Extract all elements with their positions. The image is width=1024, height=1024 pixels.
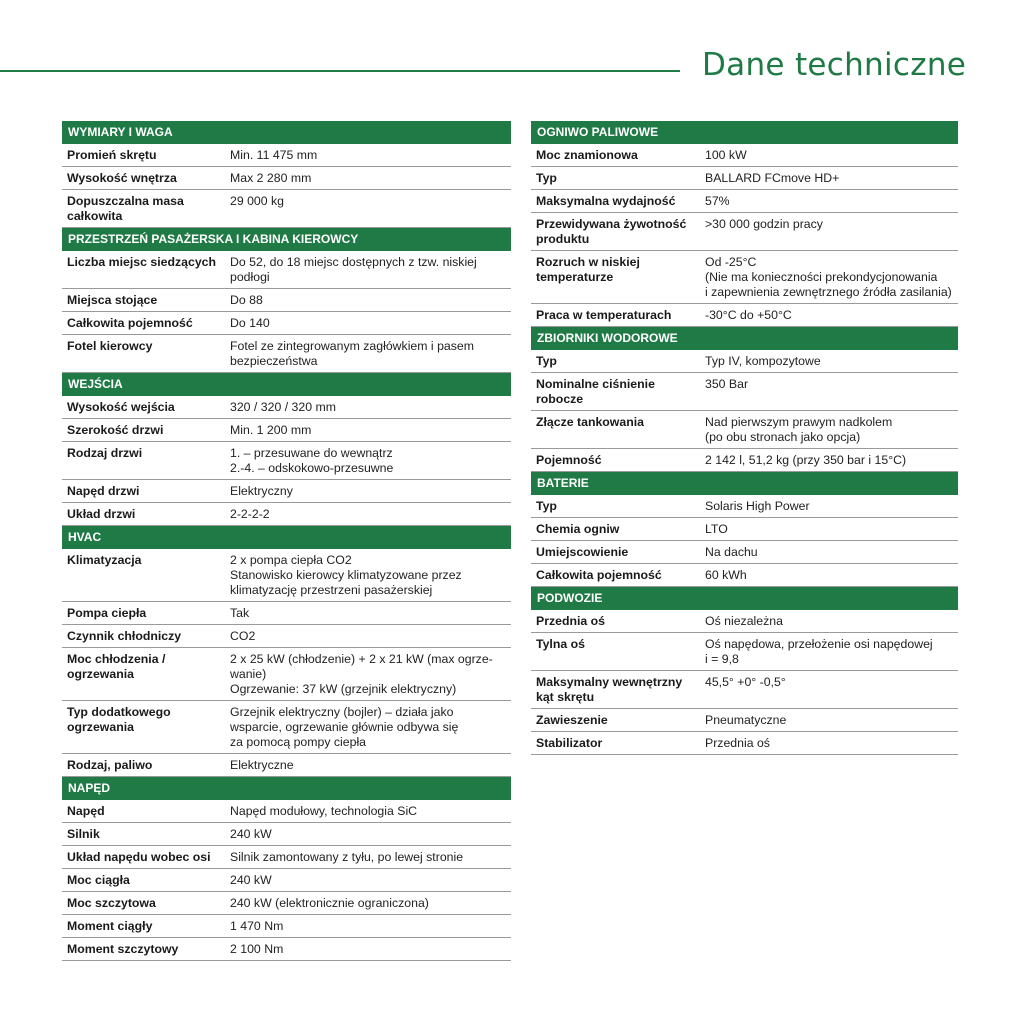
spec-value: Min. 11 475 mm <box>230 148 318 162</box>
section-header: PRZESTRZEŃ PASAŻERSKA I KABINA KIEROWCY <box>62 228 511 251</box>
spec-row <box>531 213 958 251</box>
spec-label: Fotel kierowcy <box>67 339 153 353</box>
spec-row <box>62 869 511 892</box>
spec-value: 1 470 Nm <box>230 919 284 933</box>
spec-value: Min. 1 200 mm <box>230 423 312 437</box>
spec-label: Moc ciągła <box>67 873 130 887</box>
spec-value: Oś napędowa, przełożenie osi napędowej i = 9,8 <box>705 637 933 666</box>
spec-row <box>531 732 958 755</box>
spec-label: Złącze tankowania <box>536 415 644 429</box>
spec-label: Typ <box>536 171 557 185</box>
spec-value: Fotel ze zintegrowanym zagłówkiem i pasem bezpieczeństwa <box>230 339 474 368</box>
spec-value: Typ IV, kompozytowe <box>705 354 821 368</box>
spec-value: Do 140 <box>230 316 270 330</box>
spec-value: Nad pierwszym prawym nadkolem (po obu stronach jako opcja) <box>705 415 893 444</box>
spec-row <box>62 503 511 526</box>
spec-row <box>62 167 511 190</box>
spec-label: Moc szczytowa <box>67 896 156 910</box>
spec-label: Maksymalna wydajność <box>536 194 676 208</box>
spec-label: Układ napędu wobec osi <box>67 850 211 864</box>
right-spec-column <box>531 121 958 755</box>
spec-label: Szerokość drzwi <box>67 423 164 437</box>
spec-row <box>531 671 958 709</box>
spec-label: Moment szczytowy <box>67 942 179 956</box>
spec-label: Napęd <box>67 804 105 818</box>
spec-label: Pojemność <box>536 453 602 467</box>
spec-row <box>62 144 511 167</box>
spec-row <box>62 289 511 312</box>
spec-label: Moc chłodzenia / ogrzewania <box>67 652 166 681</box>
spec-row <box>62 823 511 846</box>
spec-row <box>531 449 958 472</box>
spec-label: Czynnik chłodniczy <box>67 629 182 643</box>
spec-value: Elektryczne <box>230 758 294 772</box>
spec-label: Rodzaj drzwi <box>67 446 143 460</box>
spec-value: 2 100 Nm <box>230 942 284 956</box>
spec-value: 57% <box>705 194 730 208</box>
spec-label: Typ <box>536 354 557 368</box>
spec-label: Silnik <box>67 827 100 841</box>
spec-label: Rozruch w niskiej temperaturze <box>536 255 640 284</box>
spec-row <box>62 549 511 602</box>
spec-row <box>62 648 511 701</box>
spec-value: 45,5° +0° -0,5° <box>705 675 786 689</box>
spec-row <box>531 709 958 732</box>
spec-row <box>531 495 958 518</box>
spec-row <box>62 892 511 915</box>
spec-row <box>531 167 958 190</box>
page-title: Dane techniczne <box>702 47 967 83</box>
left-spec-column <box>62 121 511 961</box>
spec-section-baterie <box>531 472 958 587</box>
spec-label: Maksymalny wewnętrzny kąt skrętu <box>536 675 683 704</box>
spec-label: Rodzaj, paliwo <box>67 758 153 772</box>
spec-row <box>531 541 958 564</box>
spec-value: >30 000 godzin pracy <box>705 217 823 231</box>
spec-value: -30°C do +50°C <box>705 308 792 322</box>
spec-label: Umiejscowienie <box>536 545 629 559</box>
spec-value: 320 / 320 / 320 mm <box>230 400 336 414</box>
spec-value: LTO <box>705 522 728 536</box>
spec-value: 29 000 kg <box>230 194 285 208</box>
spec-value: Solaris High Power <box>705 499 810 513</box>
spec-row <box>62 442 511 480</box>
spec-value: CO2 <box>230 629 256 643</box>
spec-row <box>531 411 958 449</box>
section-header: BATERIE <box>531 472 958 495</box>
spec-label: Promień skrętu <box>67 148 157 162</box>
spec-section-przestrzen-pasazerska-i-kabina-kierowcy <box>62 228 511 373</box>
spec-value: 240 kW <box>230 873 272 887</box>
spec-value: Do 52, do 18 miejsc dostępnych z tzw. niskiej podłogi <box>230 255 477 284</box>
spec-value: BALLARD FCmove HD+ <box>705 171 840 185</box>
spec-label: Stabilizator <box>536 736 603 750</box>
spec-section-podwozie <box>531 587 958 755</box>
spec-value: Napęd modułowy, technologia SiC <box>230 804 418 818</box>
spec-row <box>62 915 511 938</box>
spec-label: Nominalne ciśnienie robocze <box>536 377 655 406</box>
section-header: OGNIWO PALIWOWE <box>531 121 958 144</box>
spec-label: Typ dodatkowego ogrzewania <box>67 705 171 734</box>
spec-row <box>531 633 958 671</box>
spec-label: Przednia oś <box>536 614 606 628</box>
spec-label: Chemia ogniw <box>536 522 620 536</box>
section-header: HVAC <box>62 526 511 549</box>
spec-value: 2 x 25 kW (chłodzenie) + 2 x 21 kW (max ogrze- wanie) Ogrzewanie: 37 kW (grzejnik elektryczny) <box>230 652 493 696</box>
spec-label: Pompa ciepła <box>67 606 147 620</box>
spec-row <box>531 350 958 373</box>
spec-label: Przewidywana żywotność produktu <box>536 217 687 246</box>
spec-row <box>62 701 511 754</box>
section-header: NAPĘD <box>62 777 511 800</box>
spec-row <box>62 846 511 869</box>
spec-row <box>531 251 958 304</box>
spec-value: 2-2-2-2 <box>230 507 270 521</box>
spec-label: Całkowita pojemność <box>536 568 662 582</box>
spec-value: 1. – przesuwane do wewnątrz 2.-4. – odskokowo-przesuwne <box>230 446 394 475</box>
spec-label: Całkowita pojemność <box>67 316 193 330</box>
spec-label: Tylna oś <box>536 637 585 651</box>
spec-section-hvac <box>62 526 511 777</box>
spec-label: Miejsca stojące <box>67 293 158 307</box>
spec-row <box>531 610 958 633</box>
spec-value: Silnik zamontowany z tyłu, po lewej stronie <box>230 850 464 864</box>
spec-value: Elektryczny <box>230 484 293 498</box>
section-header: PODWOZIE <box>531 587 958 610</box>
spec-value: Na dachu <box>705 545 758 559</box>
spec-row <box>62 800 511 823</box>
spec-value: 2 142 l, 51,2 kg (przy 350 bar i 15°C) <box>705 453 907 467</box>
title-divider-line <box>0 70 680 72</box>
spec-label: Typ <box>536 499 557 513</box>
spec-label: Moc znamionowa <box>536 148 638 162</box>
spec-row <box>62 335 511 373</box>
spec-row <box>531 518 958 541</box>
spec-value: Max 2 280 mm <box>230 171 312 185</box>
spec-value: 100 kW <box>705 148 747 162</box>
spec-row <box>62 754 511 777</box>
spec-value: Grzejnik elektryczny (bojler) – działa jako wsparcie, ogrzewanie głównie odbywa się za pomocą pompy ciepła <box>230 705 459 749</box>
spec-value: 350 Bar <box>705 377 749 391</box>
spec-row <box>62 419 511 442</box>
spec-value: 60 kWh <box>705 568 747 582</box>
spec-value: 240 kW <box>230 827 272 841</box>
spec-label: Napęd drzwi <box>67 484 140 498</box>
section-header: WEJŚCIA <box>62 373 511 396</box>
spec-row <box>531 304 958 327</box>
spec-row <box>531 373 958 411</box>
spec-value: Oś niezależna <box>705 614 783 628</box>
spec-row <box>531 190 958 213</box>
spec-value: Przednia oś <box>705 736 770 750</box>
spec-value: 2 x pompa ciepła CO2 Stanowisko kierowcy klimatyzowane przez klimatyzację przestrzeni pasażerskiej <box>230 553 462 597</box>
spec-label: Dopuszczalna masa całkowita <box>67 194 184 223</box>
spec-row <box>62 625 511 648</box>
spec-section-wymiary-i-waga <box>62 121 511 228</box>
section-header: WYMIARY I WAGA <box>62 121 511 144</box>
spec-value: Tak <box>230 606 250 620</box>
spec-section-wejscia <box>62 373 511 526</box>
spec-label: Praca w temperaturach <box>536 308 672 322</box>
spec-row <box>531 144 958 167</box>
spec-label: Zawieszenie <box>536 713 608 727</box>
spec-row <box>62 396 511 419</box>
spec-row <box>62 602 511 625</box>
spec-row <box>62 251 511 289</box>
spec-label: Liczba miejsc siedzących <box>67 255 217 269</box>
spec-label: Wysokość wejścia <box>67 400 175 414</box>
spec-row <box>62 190 511 228</box>
spec-label: Klimatyzacja <box>67 553 142 567</box>
spec-value: Do 88 <box>230 293 263 307</box>
spec-row <box>531 564 958 587</box>
spec-label: Wysokość wnętrza <box>67 171 177 185</box>
spec-section-ogniwo-paliwowe <box>531 121 958 327</box>
spec-section-naped <box>62 777 511 961</box>
spec-label: Układ drzwi <box>67 507 136 521</box>
spec-label: Moment ciągły <box>67 919 153 933</box>
spec-row <box>62 480 511 503</box>
spec-row <box>62 312 511 335</box>
spec-value: Od -25°C (Nie ma konieczności prekondycjonowania i zapewnienia zewnętrznego źródła zasilania) <box>705 255 952 299</box>
spec-section-zbiorniki-wodorowe <box>531 327 958 472</box>
section-header: ZBIORNIKI WODOROWE <box>531 327 958 350</box>
spec-row <box>62 938 511 961</box>
spec-value: 240 kW (elektronicznie ograniczona) <box>230 896 429 910</box>
spec-value: Pneumatyczne <box>705 713 787 727</box>
